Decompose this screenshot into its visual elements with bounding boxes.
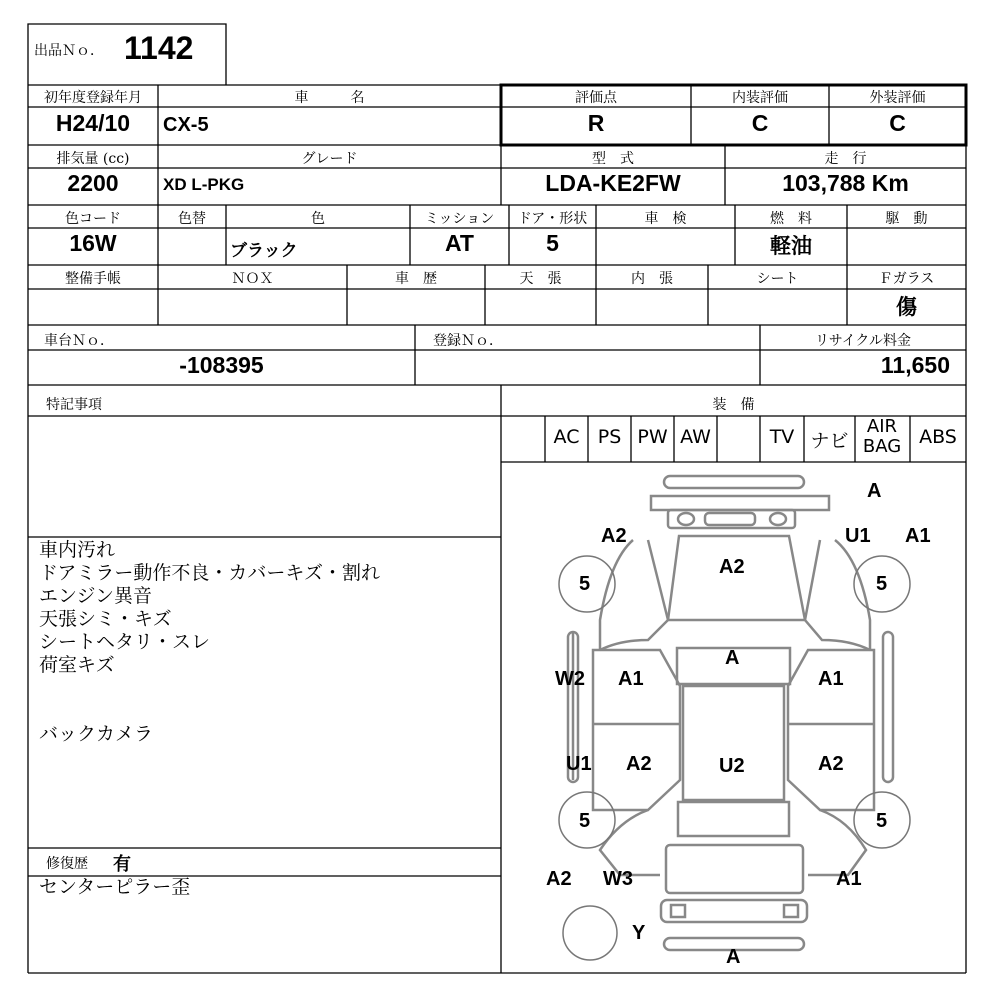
vehicle-history-label: 車 歴: [395, 271, 437, 287]
equipment-label: 装 備: [712, 397, 755, 413]
interior-grade-label: 内装評価: [732, 90, 788, 106]
damage-mark: A2: [818, 753, 844, 775]
note-line: バックカメラ: [39, 723, 154, 745]
front-glass-label: Ｆガラス: [878, 271, 935, 287]
damage-mark: U2: [719, 755, 745, 777]
damage-mark: W3: [603, 868, 633, 890]
drive-label: 駆 動: [885, 211, 928, 227]
chassis-number-label: 車台Ｎｏ．: [44, 333, 114, 349]
damage-mark: 5: [876, 573, 888, 595]
model-code-value: LDA-KE2FW: [545, 170, 681, 196]
fuel-value: 軽油: [770, 235, 812, 258]
recycle-fee-label: リサイクル料金: [814, 333, 912, 349]
color-value: ブラック: [230, 241, 298, 260]
damage-mark: Y: [632, 922, 646, 944]
damage-mark: A: [867, 480, 882, 502]
damage-mark: A1: [905, 525, 931, 547]
score-label: 評価点: [575, 90, 617, 106]
damage-mark: A1: [836, 868, 862, 890]
damage-mark: 5: [876, 810, 888, 832]
damage-mark: W2: [555, 668, 585, 690]
roof-lining-label: 天 張: [519, 271, 562, 287]
seat-label: シート: [756, 271, 799, 287]
transmission-value: AT: [445, 230, 474, 256]
equipment-tv: TV: [769, 426, 795, 448]
damage-mark: 5: [579, 810, 591, 832]
transmission-label: ミッション: [424, 211, 495, 227]
damage-mark: U1: [566, 753, 592, 775]
grade-label: グレード: [301, 151, 358, 167]
lot-number-label: 出品Ｎｏ．: [34, 43, 104, 59]
note-line: シートヘタリ・スレ: [39, 631, 211, 653]
recycle-fee-value: 11,650: [880, 352, 950, 378]
damage-mark: A: [725, 647, 740, 669]
mileage-value: 103,788 Km: [782, 170, 909, 196]
grade-value: XD L-PKG: [163, 175, 245, 194]
special-notes-list: [39, 539, 494, 746]
exterior-grade-label: 外装評価: [869, 90, 926, 106]
note-line: [39, 677, 494, 700]
damage-mark: A: [726, 946, 741, 968]
equipment-pw: PW: [637, 426, 668, 448]
first-registration-value: H24/10: [55, 110, 131, 136]
equipment-aw: AW: [680, 426, 711, 448]
inspection-label: 車 検: [644, 211, 687, 227]
equipment-navi: ナビ: [810, 430, 849, 452]
equipment-ac: AC: [553, 426, 580, 448]
note-line: エンジン異音: [39, 585, 153, 607]
note-line: ドアミラー動作不良・カバーキズ・割れ: [39, 562, 381, 584]
model-code-label: 型 式: [592, 151, 634, 167]
door-shape-value: 5: [546, 230, 559, 256]
damage-mark: A2: [601, 525, 627, 547]
displacement-value: 2200: [67, 170, 119, 196]
note-line: [39, 700, 494, 723]
service-book-label: 整備手帳: [65, 271, 121, 287]
damage-mark: U1: [845, 525, 871, 547]
damage-mark: A2: [719, 556, 745, 578]
fuel-label: 燃 料: [770, 211, 812, 227]
equipment-abs: ABS: [919, 426, 957, 448]
front-glass-value: 傷: [896, 296, 917, 319]
car-name-label: 車 名: [294, 90, 365, 106]
recolor-label: 色替: [178, 211, 206, 227]
inner-lining-label: 内 張: [631, 271, 673, 287]
nox-label: ＮＯＸ: [231, 271, 274, 287]
note-line: 車内汚れ: [39, 539, 116, 561]
registration-number-label: 登録Ｎｏ．: [433, 333, 503, 349]
repair-history-label: 修復歴: [46, 856, 88, 872]
color-code-label: 色コード: [65, 211, 121, 227]
damage-mark: A1: [618, 668, 644, 690]
exterior-grade-value: C: [889, 110, 906, 136]
displacement-label: 排気量 (cc): [56, 151, 130, 167]
damage-mark: A1: [818, 668, 844, 690]
note-line: 天張シミ・キズ: [39, 608, 172, 630]
equipment-airbag: AIR BAG: [862, 416, 902, 457]
equipment-ps: PS: [597, 426, 622, 448]
mileage-label: 走 行: [824, 151, 867, 167]
special-notes-label: 特記事項: [46, 397, 102, 413]
damage-mark: A2: [546, 868, 572, 890]
damage-mark: 5: [579, 573, 591, 595]
score-value: R: [587, 110, 605, 136]
note-line: 荷室キズ: [39, 654, 115, 676]
door-shape-label: ドア・形状: [517, 211, 588, 227]
color-code-value: 16W: [69, 230, 117, 256]
damage-mark: A2: [626, 753, 652, 775]
color-label: 色: [311, 211, 325, 227]
chassis-number-value: -108395: [179, 352, 264, 378]
first-registration-label: 初年度登録年月: [44, 90, 142, 106]
repair-history-note: センターピラー歪: [39, 876, 191, 898]
interior-grade-value: C: [751, 110, 769, 136]
lot-number: 1142: [124, 30, 194, 66]
repair-history-value: 有: [113, 854, 131, 875]
car-name-value: CX-5: [163, 114, 209, 136]
